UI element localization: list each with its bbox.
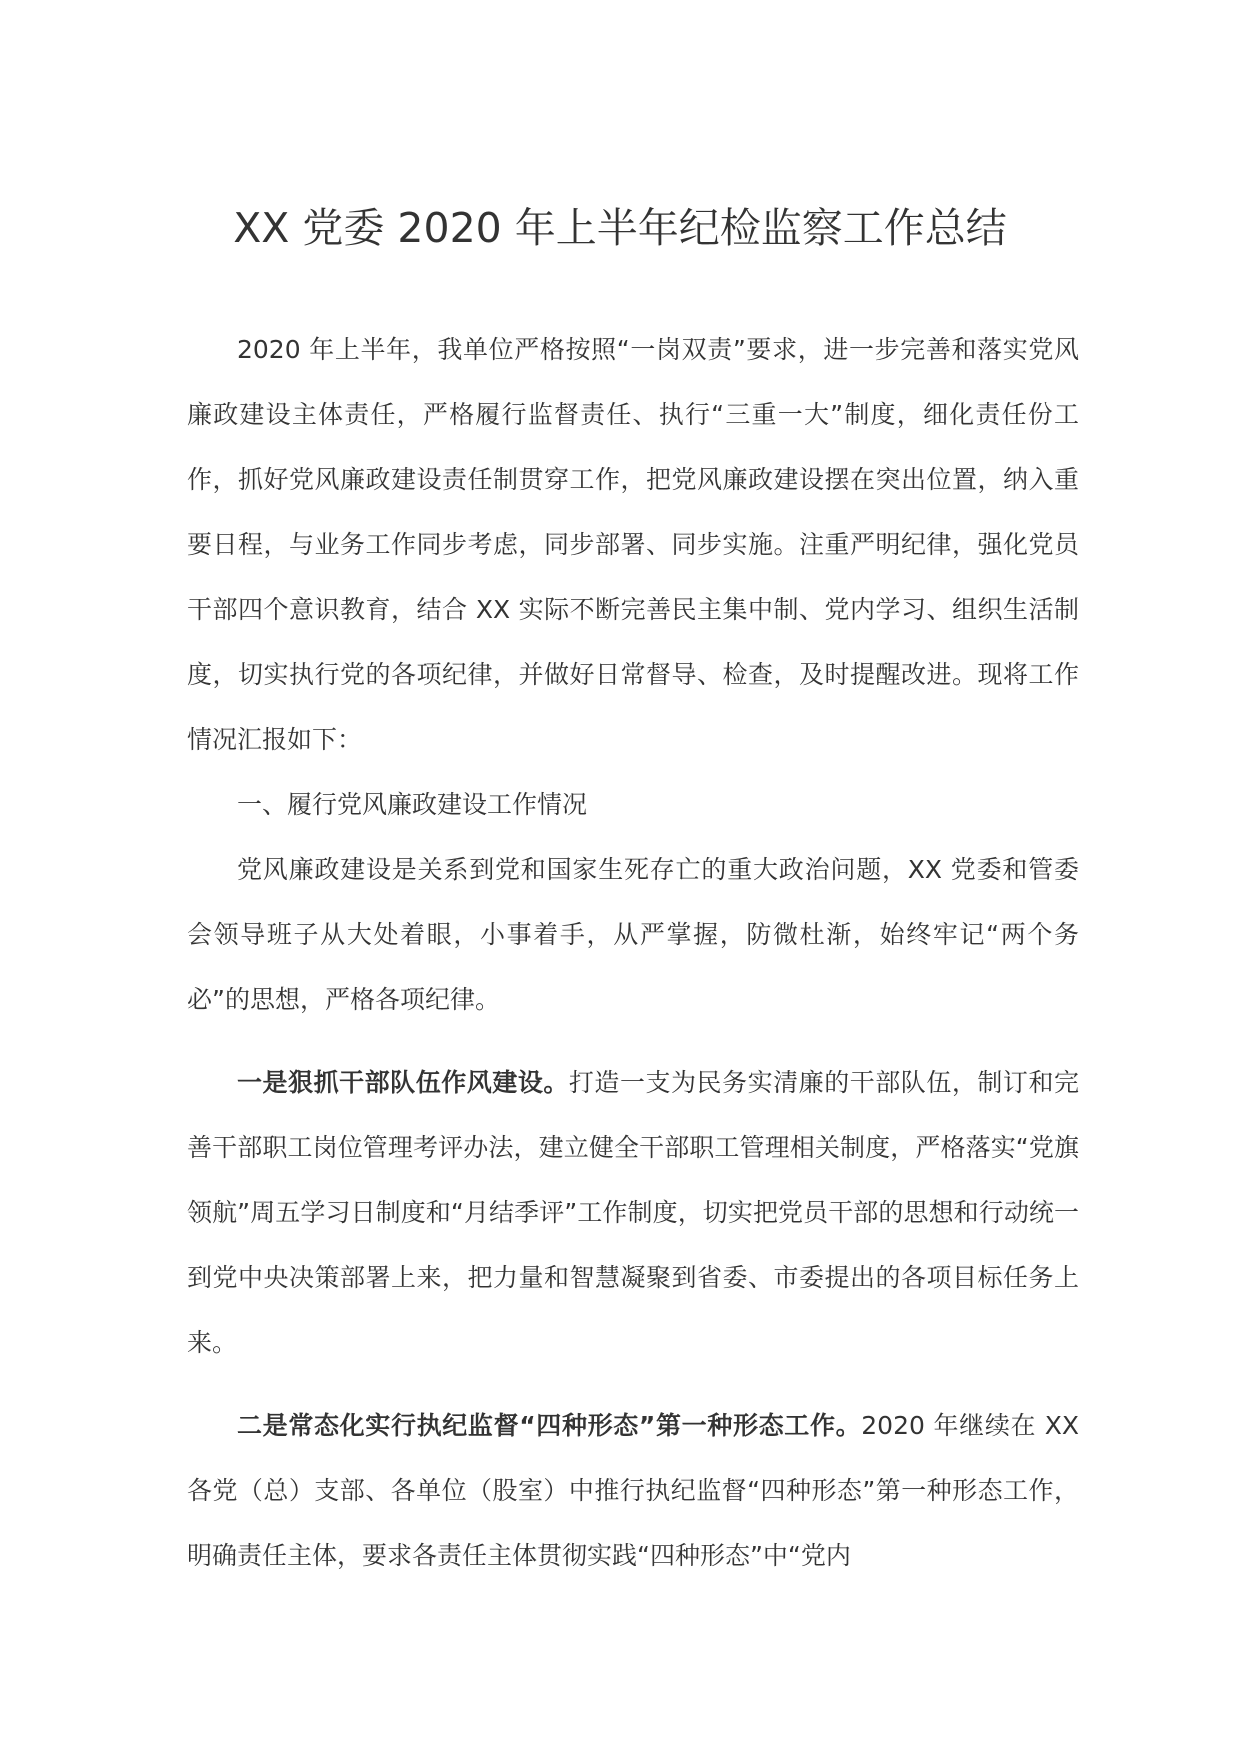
point-1-body: 打造一支为民务实清廉的干部队伍，制订和完善干部职工岗位管理考评办法，建立健全干部职工管理相关制度，严格落实“党旗领航”周五学习日制度和“月结季评”工作制度，切实把党员干部的思想和行动统一到党中央决策部署上来，把力量和智慧凝聚到省委、市委提出的各项目标任务上来。 [187,1068,1079,1357]
document-body [187,317,1079,1588]
point-1-paragraph [187,1050,1079,1375]
point-1-lead: 一是狠抓干部队伍作风建设。 [237,1068,569,1097]
point-2-lead: 二是常态化实行执纪监督“四种形态”第一种形态工作。 [237,1411,862,1440]
section-heading-1: 一、履行党风廉政建设工作情况 [237,790,588,819]
point-2-paragraph [187,1393,1079,1588]
section-1-intro-paragraph: 党风廉政建设是关系到党和国家生死存亡的重大政治问题，XX 党委和管委会领导班子从大处着眼，小事着手，从严掌握，防微杜渐，始终牢记“两个务必”的思想，严格各项纪律。 [187,855,1079,1014]
document-title: XX 党委 2020 年上半年纪检监察工作总结 [233,204,1007,252]
intro-paragraph: 2020 年上半年，我单位严格按照“一岗双责”要求，进一步完善和落实党风廉政建设主体责任，严格履行监督责任、执行“三重一大”制度，细化责任份工作，抓好党风廉政建设责任制贯穿工作，把党风廉政建设摆在突出位置，纳入重要日程，与业务工作同步考虑，同步部署、同步实施。注重严明纪律，强化党员干部四个意识教育，结合 XX 实际不断完善民主集中制、党内学习、组织生活制度，切实执行党的各项纪律，并做好日常督导、检查，及时提醒改进。现将工作情况汇报如下： [187,335,1079,754]
point-2-body: 2020 年继续在 XX 各党（总）支部、各单位（股室）中推行执纪监督“四种形态”第一种形态工作，明确责任主体，要求各责任主体贯彻实践“四种形态”中“党内 [187,1411,1079,1570]
